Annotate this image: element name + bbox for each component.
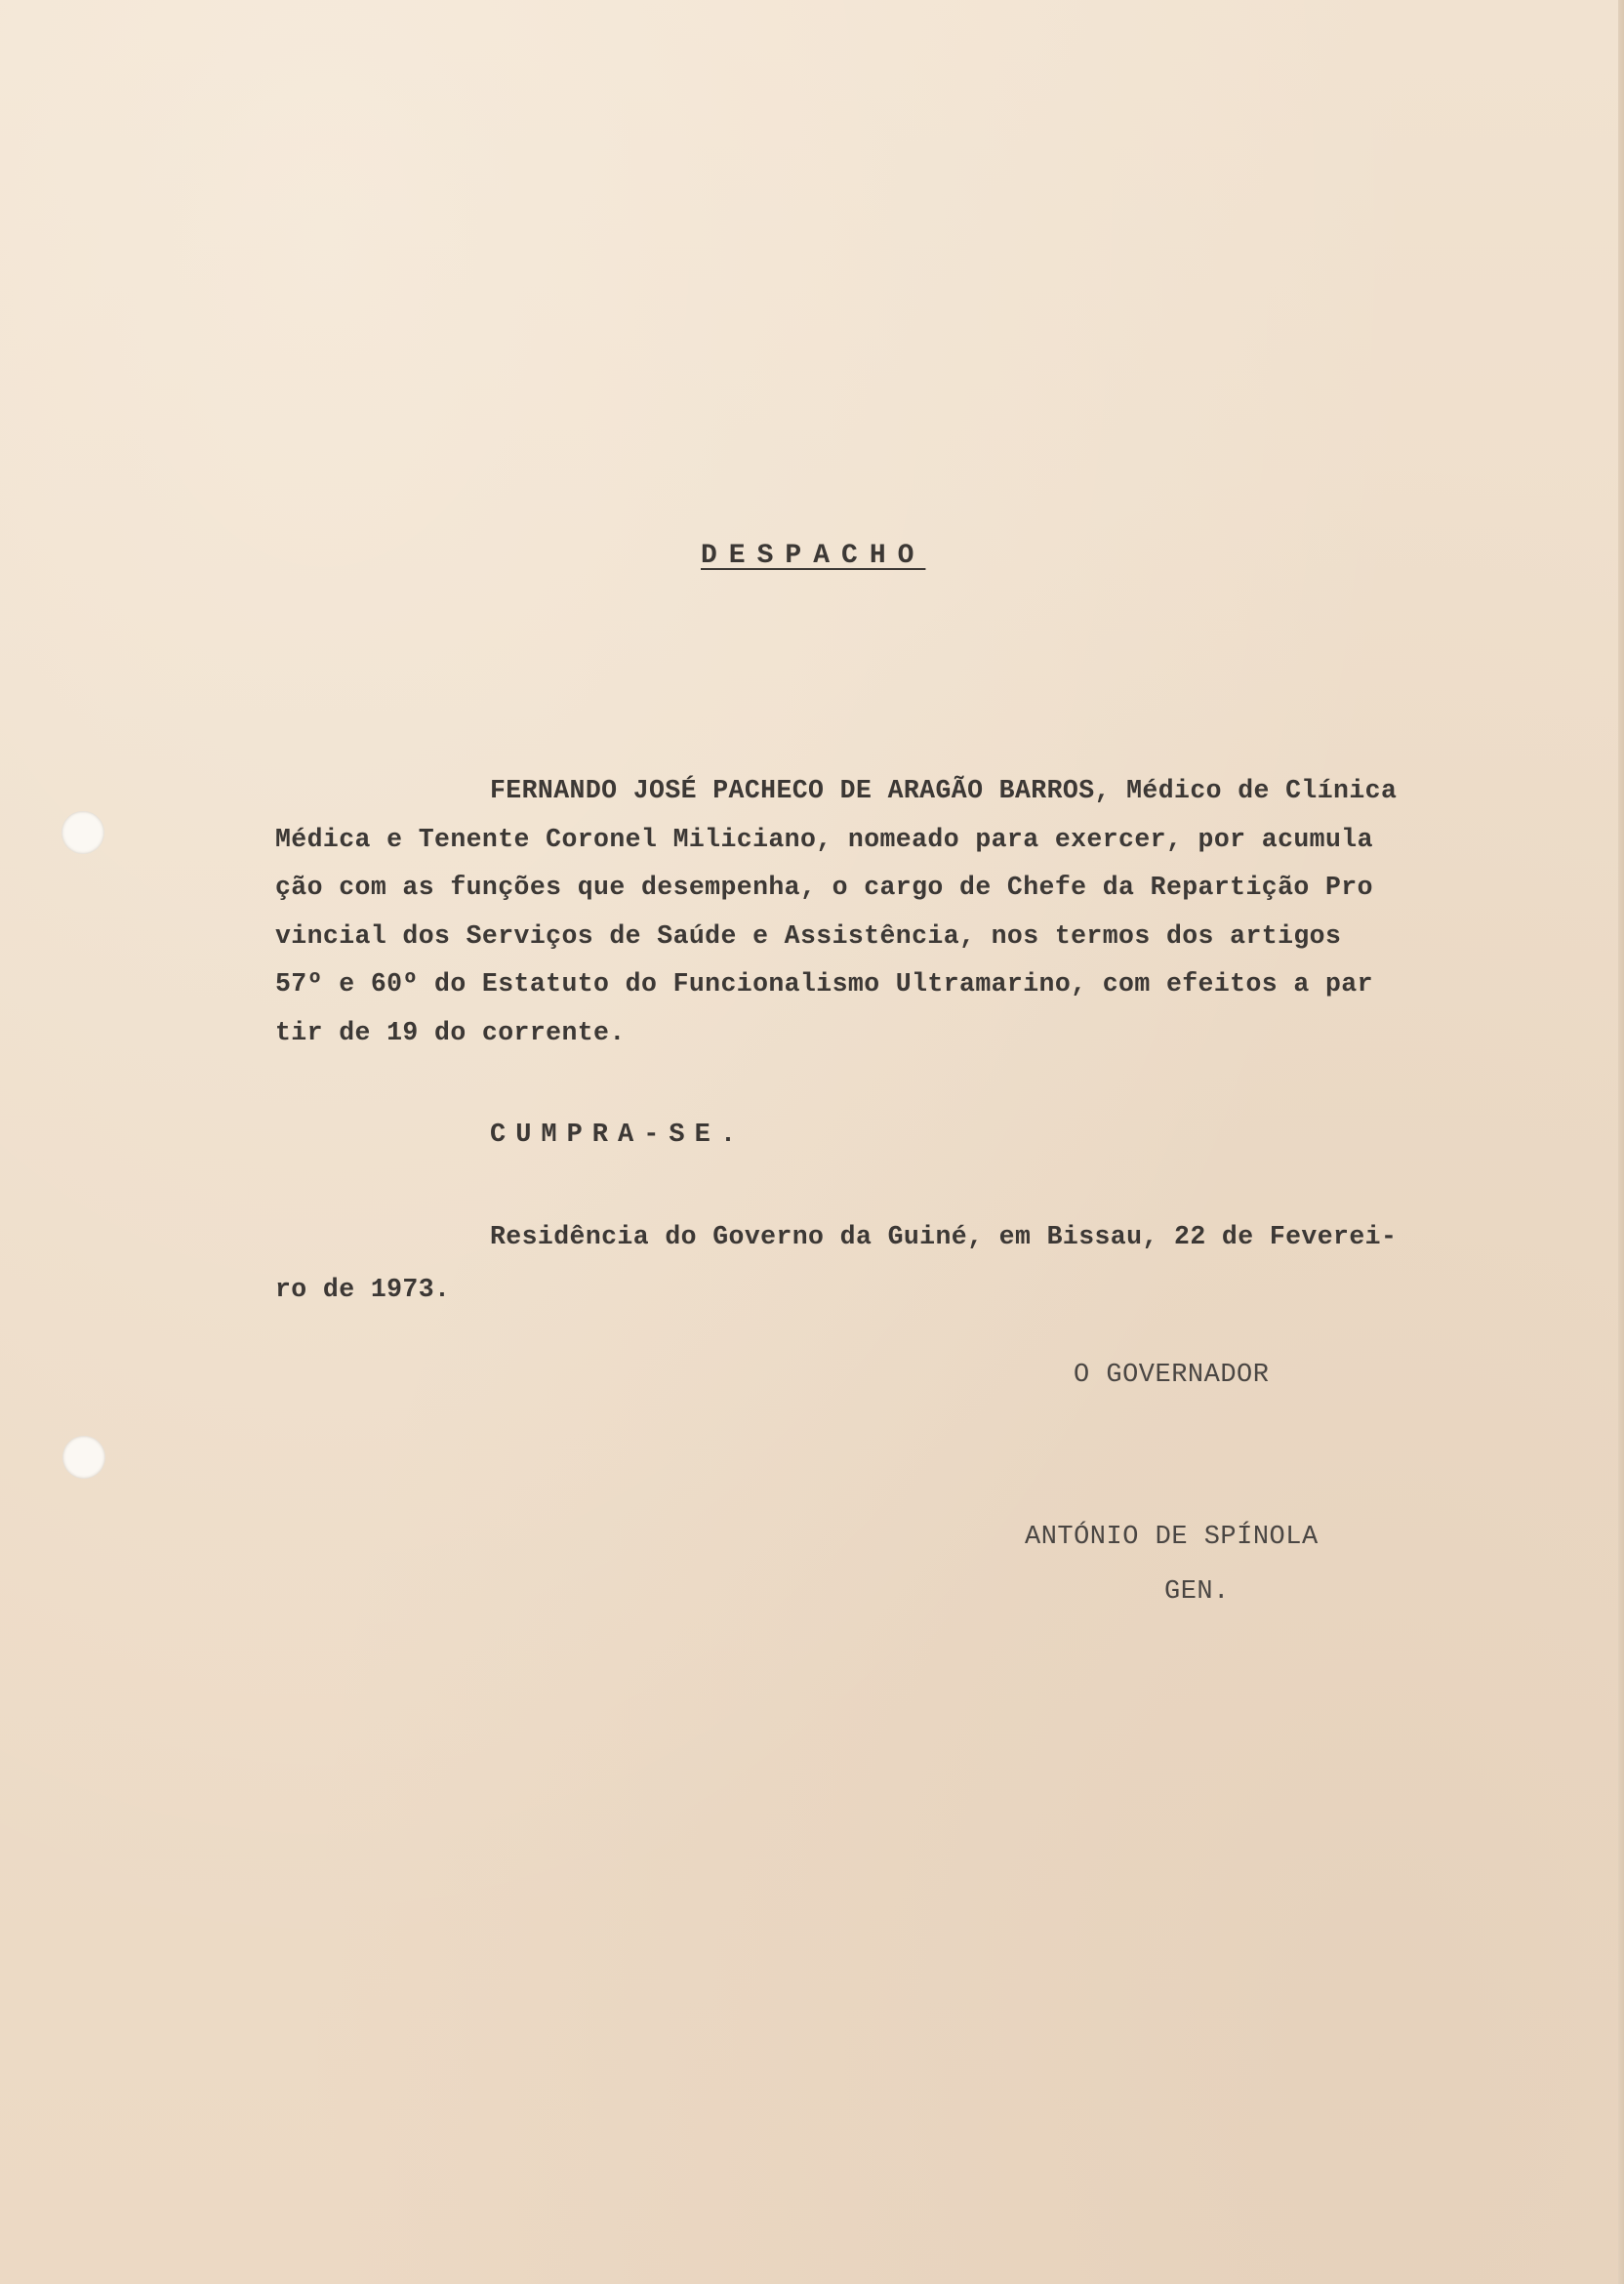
closing-line: ro de 1973.	[275, 1275, 451, 1304]
body-line: ção com as funções que desempenha, o cargo de Chefe da Repartição Pro	[275, 873, 1373, 902]
body-line: FERNANDO JOSÉ PACHECO DE ARAGÃO BARROS, Médico de Clínica	[490, 776, 1398, 805]
body-line: Médica e Tenente Coronel Miliciano, nomeado para exercer, por acumula	[275, 824, 1373, 854]
signatory-rank: GEN.	[1164, 1577, 1230, 1607]
signatory-name: ANTÓNIO DE SPÍNOLA	[1025, 1523, 1319, 1552]
punch-hole	[62, 1436, 105, 1479]
document-title: DESPACHO	[701, 541, 926, 571]
signatory-title: O GOVERNADOR	[1074, 1361, 1270, 1390]
body-line: tir de 19 do corrente.	[275, 1017, 626, 1047]
order-cumpra-se: CUMPRA-SE.	[490, 1121, 747, 1150]
closing-line: Residência do Governo da Guiné, em Bissau, 22 de Feverei-	[490, 1222, 1398, 1251]
body-line: 57º e 60º do Estatuto do Funcionalismo Ultramarino, com efeitos a par	[275, 969, 1373, 999]
body-line: vincial dos Serviços de Saúde e Assistência, nos termos dos artigos	[275, 920, 1342, 951]
page-edge	[1618, 0, 1624, 2284]
place-date	[275, 1210, 1505, 1316]
punch-hole	[61, 811, 104, 854]
despacho-body	[275, 767, 1505, 1057]
